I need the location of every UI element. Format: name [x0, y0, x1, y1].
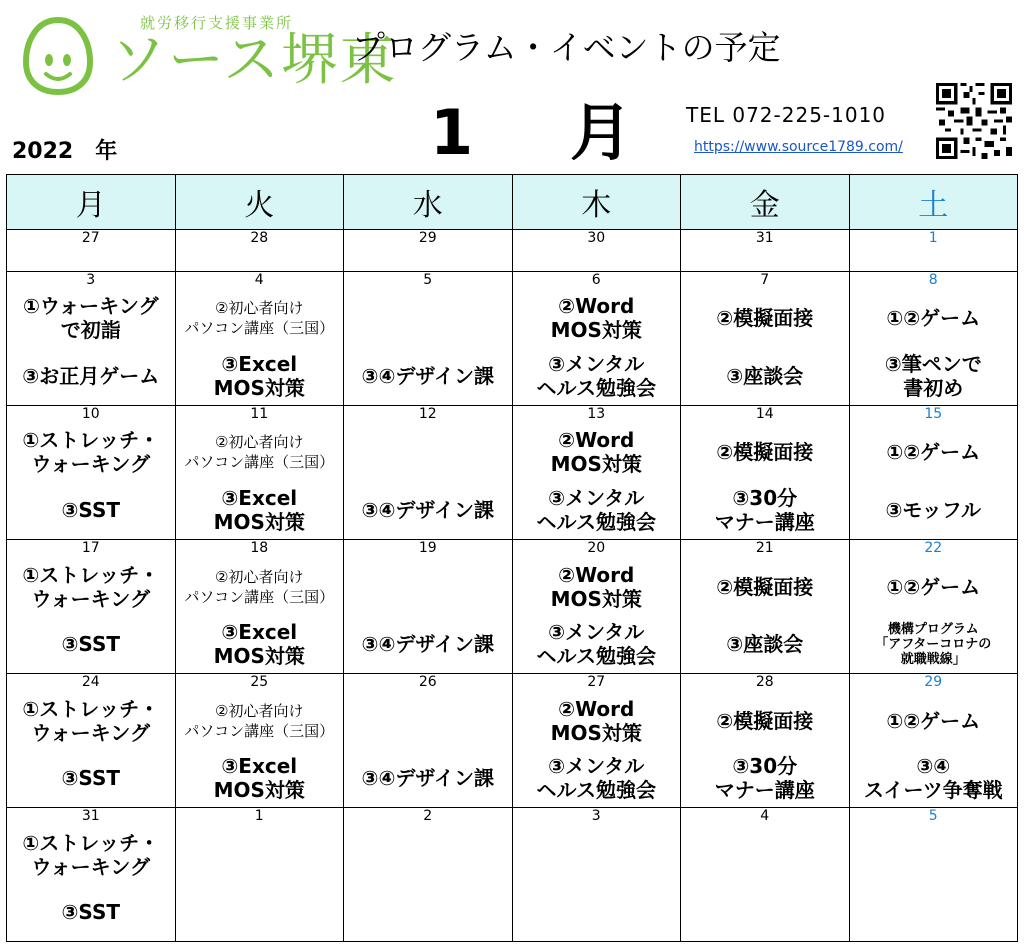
date-number-saturday: 22 — [849, 539, 1018, 557]
event-cell: ③SST — [7, 616, 176, 674]
year-label — [12, 134, 117, 165]
date-number: 27 — [512, 673, 681, 691]
date-number: 10 — [7, 405, 176, 423]
event-cell: ②初心者向け パソコン講座（三国） — [175, 423, 344, 481]
date-number: 5 — [344, 271, 513, 289]
event-cell: ②模擬面接 — [681, 557, 850, 615]
event-cell: ①ウォーキング で初詣 — [7, 289, 176, 347]
date-row — [7, 539, 1018, 557]
event-cell — [849, 884, 1018, 942]
event-cell — [175, 826, 344, 884]
logo-face-icon — [22, 16, 94, 96]
date-number: 13 — [512, 405, 681, 423]
event-cell: ①ストレッチ・ ウォーキング — [7, 423, 176, 481]
date-number: 1 — [175, 807, 344, 825]
event-cell: ③④ スイーツ争奪戦 — [849, 750, 1018, 808]
date-number: 12 — [344, 405, 513, 423]
logo — [22, 8, 398, 100]
event-cell — [175, 884, 344, 942]
event-cell: ③SST — [7, 750, 176, 808]
event-cell: ②初心者向け パソコン講座（三国） — [175, 557, 344, 615]
date-number: 24 — [7, 673, 176, 691]
event-cell: ①ストレッチ・ ウォーキング — [7, 826, 176, 884]
qr-code-icon — [936, 82, 1012, 160]
date-number: 6 — [512, 271, 681, 289]
event-row — [7, 289, 1018, 347]
empty-cell — [175, 248, 344, 271]
month-suffix: 月 — [570, 96, 633, 169]
event-cell: ③④デザイン課 — [344, 616, 513, 674]
event-row — [7, 884, 1018, 942]
date-number: 11 — [175, 405, 344, 423]
event-cell: ①②ゲーム — [849, 557, 1018, 615]
event-row — [7, 347, 1018, 405]
event-cell — [512, 826, 681, 884]
empty-cell — [344, 248, 513, 271]
date-row — [7, 230, 1018, 248]
date-number-saturday: 1 — [849, 230, 1018, 248]
event-cell: ①ストレッチ・ ウォーキング — [7, 691, 176, 749]
event-cell: ③座談会 — [681, 347, 850, 405]
event-cell: ③モッフル — [849, 482, 1018, 540]
event-row — [7, 616, 1018, 674]
event-cell: ③30分 マナー講座 — [681, 750, 850, 808]
event-row — [7, 482, 1018, 540]
logo-subtitle: 就労移行支援事業所 — [140, 14, 294, 32]
event-cell: ③SST — [7, 482, 176, 540]
weekday-header: 火 — [175, 175, 344, 230]
event-cell: ②初心者向け パソコン講座（三国） — [175, 289, 344, 347]
event-cell — [344, 423, 513, 481]
event-cell: ③④デザイン課 — [344, 347, 513, 405]
event-row — [7, 423, 1018, 481]
date-row — [7, 405, 1018, 423]
event-cell: ③④デザイン課 — [344, 750, 513, 808]
event-cell — [344, 884, 513, 942]
date-number: 4 — [681, 807, 850, 825]
event-cell: ②Word MOS対策 — [512, 557, 681, 615]
empty-cell — [512, 248, 681, 271]
event-cell: ②Word MOS対策 — [512, 423, 681, 481]
weekday-header: 木 — [512, 175, 681, 230]
calendar-body — [7, 230, 1018, 942]
event-cell: 機構プログラム 「アフターコロナの 就職戦線」 — [849, 616, 1018, 674]
event-cell: ③メンタル ヘルス勉強会 — [512, 347, 681, 405]
date-number: 25 — [175, 673, 344, 691]
weekday-header-saturday: 土 — [849, 175, 1018, 230]
date-number-saturday: 15 — [849, 405, 1018, 423]
date-number: 31 — [681, 230, 850, 248]
weekday-header: 金 — [681, 175, 850, 230]
empty-cell — [681, 248, 850, 271]
event-cell — [344, 691, 513, 749]
website-link[interactable]: https://www.source1789.com/ — [694, 139, 903, 155]
event-cell — [344, 289, 513, 347]
event-row — [7, 826, 1018, 884]
event-cell: ②模擬面接 — [681, 289, 850, 347]
empty-event-row — [7, 248, 1018, 271]
event-cell: ③Excel MOS対策 — [175, 347, 344, 405]
event-cell: ②模擬面接 — [681, 691, 850, 749]
event-cell: ②初心者向け パソコン講座（三国） — [175, 691, 344, 749]
event-row — [7, 750, 1018, 808]
date-number: 3 — [7, 271, 176, 289]
date-number: 28 — [175, 230, 344, 248]
date-row — [7, 271, 1018, 289]
event-row — [7, 691, 1018, 749]
year-number: 2022 — [12, 139, 74, 164]
event-cell — [344, 826, 513, 884]
empty-cell — [849, 248, 1018, 271]
date-number: 7 — [681, 271, 850, 289]
event-cell: ②模擬面接 — [681, 423, 850, 481]
date-number: 14 — [681, 405, 850, 423]
date-number-saturday: 8 — [849, 271, 1018, 289]
weekday-header-row — [7, 175, 1018, 230]
date-number: 3 — [512, 807, 681, 825]
event-row — [7, 557, 1018, 615]
date-row — [7, 807, 1018, 825]
event-cell: ③Excel MOS対策 — [175, 482, 344, 540]
year-suffix: 年 — [95, 139, 118, 164]
event-cell: ③メンタル ヘルス勉強会 — [512, 750, 681, 808]
month-label — [430, 95, 632, 171]
date-number: 18 — [175, 539, 344, 557]
event-cell: ①②ゲーム — [849, 691, 1018, 749]
event-cell: ③30分 マナー講座 — [681, 482, 850, 540]
date-number: 29 — [344, 230, 513, 248]
event-cell: ③筆ペンで 書初め — [849, 347, 1018, 405]
event-cell: ②Word MOS対策 — [512, 289, 681, 347]
date-number: 21 — [681, 539, 850, 557]
weekday-header: 月 — [7, 175, 176, 230]
date-number: 30 — [512, 230, 681, 248]
event-cell — [512, 884, 681, 942]
empty-cell — [7, 248, 176, 271]
date-number: 27 — [7, 230, 176, 248]
date-number: 19 — [344, 539, 513, 557]
date-number-saturday: 29 — [849, 673, 1018, 691]
calendar-table — [6, 174, 1018, 942]
event-cell: ①②ゲーム — [849, 289, 1018, 347]
event-cell: ①②ゲーム — [849, 423, 1018, 481]
event-cell: ③座談会 — [681, 616, 850, 674]
date-number: 20 — [512, 539, 681, 557]
event-cell: ③メンタル ヘルス勉強会 — [512, 482, 681, 540]
date-number: 4 — [175, 271, 344, 289]
event-cell: ③SST — [7, 884, 176, 942]
date-row — [7, 673, 1018, 691]
phone-number: TEL 072-225-1010 — [686, 103, 887, 127]
date-number: 2 — [344, 807, 513, 825]
date-number-saturday: 5 — [849, 807, 1018, 825]
date-number: 17 — [7, 539, 176, 557]
date-number: 31 — [7, 807, 176, 825]
event-cell: ③お正月ゲーム — [7, 347, 176, 405]
date-number: 28 — [681, 673, 850, 691]
event-cell: ③メンタル ヘルス勉強会 — [512, 616, 681, 674]
weekday-header: 水 — [344, 175, 513, 230]
event-cell: ②Word MOS対策 — [512, 691, 681, 749]
page-title: プログラム・イベントの予定 — [352, 28, 781, 67]
event-cell — [344, 557, 513, 615]
date-number: 26 — [344, 673, 513, 691]
event-cell: ③Excel MOS対策 — [175, 616, 344, 674]
event-cell: ③Excel MOS対策 — [175, 750, 344, 808]
event-cell — [681, 826, 850, 884]
logo-name: ソース堺東 — [110, 28, 398, 93]
event-cell — [849, 826, 1018, 884]
month-number: 1 — [430, 96, 474, 169]
event-cell: ①ストレッチ・ ウォーキング — [7, 557, 176, 615]
event-cell — [681, 884, 850, 942]
event-cell: ③④デザイン課 — [344, 482, 513, 540]
